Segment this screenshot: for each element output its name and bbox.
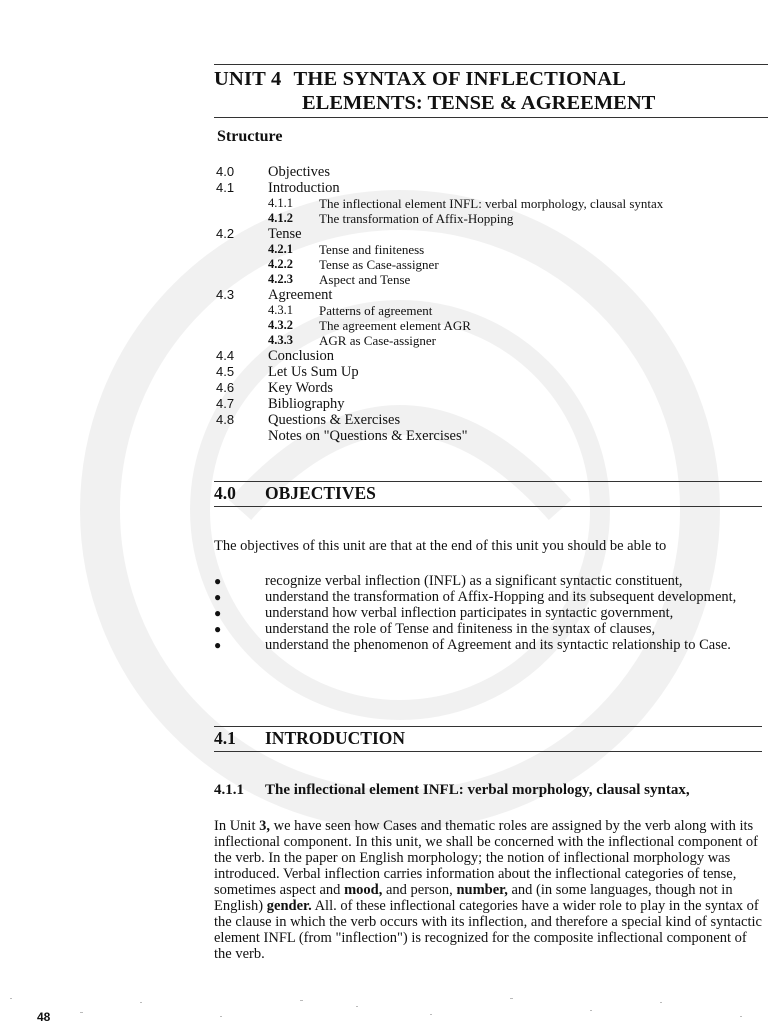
toc-number: 4.4	[216, 348, 235, 363]
toc-item	[216, 428, 756, 444]
toc-item	[216, 396, 756, 412]
section-title: INTRODUCTION	[265, 728, 406, 748]
introduction-heading	[214, 726, 762, 752]
toc-item	[216, 364, 756, 380]
toc-label: Key Words	[268, 380, 334, 396]
toc-number: 4.2.3	[268, 272, 293, 286]
list-item	[214, 589, 744, 605]
list-item-text: recognize verbal inflection (INFL) as a significant syntactic constituent,	[265, 573, 683, 589]
objectives-list	[214, 573, 744, 653]
list-item-text: understand how verbal inflection participates in syntactic government,	[265, 605, 674, 621]
toc-label: Tense and finiteness	[319, 242, 425, 257]
toc-item	[216, 272, 756, 287]
toc-number: 4.7	[216, 396, 235, 411]
toc-number: 4.2.1	[268, 242, 293, 256]
introduction-body	[214, 818, 762, 962]
toc-label: Aspect and Tense	[319, 272, 411, 287]
list-item-text: understand the role of Tense and finiteness in the syntax of clauses,	[265, 621, 656, 637]
body-paragraph	[214, 818, 762, 962]
toc-number: 4.5	[216, 364, 235, 379]
subsection-number: 4.1.1	[214, 782, 244, 798]
body-text: and (in some languages, though not in English)	[214, 882, 733, 914]
toc-number: 4.3.2	[268, 318, 293, 332]
list-item	[214, 605, 744, 621]
toc-label: The inflectional element INFL: verbal morphology, clausal syntax	[319, 196, 664, 211]
unit-title	[214, 64, 768, 118]
list-item-text: understand the phenomenon of Agreement and its syntactic relationship to Case.	[265, 637, 731, 653]
toc-item	[216, 257, 756, 272]
toc-number: 4.3	[216, 287, 235, 302]
toc-number: 4.1.1	[268, 196, 293, 210]
toc-number: 4.1.2	[268, 211, 293, 225]
toc-item	[216, 211, 756, 226]
toc-label: Objectives	[268, 164, 331, 180]
toc-number: 4.8	[216, 412, 235, 427]
toc-item	[216, 242, 756, 257]
unit-number: UNIT 4	[214, 68, 282, 90]
objectives-heading	[214, 481, 762, 507]
toc-label: Let Us Sum Up	[268, 364, 359, 380]
body-text: In Unit	[214, 818, 260, 834]
section-number: 4.0	[214, 483, 236, 503]
toc-item	[216, 333, 756, 348]
page-number: 48	[37, 1010, 51, 1024]
toc-number: 4.1	[216, 180, 235, 195]
toc-item	[216, 380, 756, 396]
list-item	[214, 573, 744, 589]
toc-number: 4.3.3	[268, 333, 293, 347]
toc-label: Tense	[268, 226, 302, 242]
toc-label: Patterns of agreement	[319, 303, 433, 318]
table-of-contents	[216, 164, 756, 444]
body-text: All. of these inflectional categories have a wider role to play in the syntax of the clause in which the verb occurs with its inflection, and therefore a special kind of syntactic element INFL (from "inflection") is recognized for the composite inflectional component of the verb.	[214, 898, 762, 962]
scan-noise	[0, 992, 768, 1024]
toc-item	[216, 412, 756, 428]
toc-item	[216, 348, 756, 364]
bullet-dot-icon: ●	[214, 638, 222, 652]
bullet-dot-icon: ●	[214, 590, 222, 604]
toc-label: Bibliography	[268, 396, 345, 412]
toc-label: Introduction	[268, 180, 340, 196]
list-item-text: understand the transformation of Affix-Hopping and its subsequent development,	[265, 589, 737, 605]
toc-item	[216, 303, 756, 318]
toc-label: Conclusion	[268, 348, 335, 364]
toc-item	[216, 287, 756, 303]
unit-title-line2: ELEMENTS: TENSE & AGREEMENT	[302, 92, 656, 114]
body-text: and person,	[382, 882, 457, 898]
toc-item	[216, 318, 756, 333]
toc-item	[216, 226, 756, 242]
body-text: we have seen how Cases and thematic roles are assigned by the verb along with its inflectional component. In this unit, we shall be concerned with the inflectional component of the verb. In the paper on English morphology; the notion of inflectional morphology was introduced. Verbal inflection carries information about the inflectional categories of tense, sometimes aspect and	[214, 818, 758, 898]
toc-label: The transformation of Affix-Hopping	[319, 211, 514, 226]
structure-heading: Structure	[217, 128, 283, 145]
title-rule	[214, 117, 768, 118]
body-bold: number,	[456, 882, 508, 898]
bullet-dot-icon: ●	[214, 574, 222, 588]
body-bold: 3,	[259, 818, 270, 834]
toc-item	[216, 164, 756, 180]
list-item	[214, 637, 744, 653]
toc-number: 4.2.2	[268, 257, 293, 271]
toc-label: AGR as Case-assigner	[319, 333, 436, 348]
toc-label: Notes on "Questions & Exercises"	[268, 428, 468, 444]
toc-label: Questions & Exercises	[268, 412, 401, 428]
toc-item	[216, 180, 756, 196]
toc-number: 4.0	[216, 164, 235, 179]
toc-label: Agreement	[268, 287, 333, 303]
section-title: OBJECTIVES	[265, 483, 376, 503]
list-item	[214, 621, 744, 637]
toc-number: 4.6	[216, 380, 235, 395]
objectives-intro: The objectives of this unit are that at the end of this unit you should be able to	[214, 538, 667, 554]
unit-title-line1: THE SYNTAX OF INFLECTIONAL	[293, 68, 627, 90]
toc-number: 4.3.1	[268, 303, 293, 317]
toc-item	[216, 196, 756, 211]
body-bold: mood,	[344, 882, 383, 898]
bullet-dot-icon: ●	[214, 622, 222, 636]
body-bold: gender.	[266, 898, 312, 914]
toc-label: The agreement element AGR	[319, 318, 471, 333]
subsection-title: The inflectional element INFL: verbal morphology, clausal syntax,	[265, 782, 690, 798]
section-number: 4.1	[214, 728, 236, 748]
toc-number: 4.2	[216, 226, 235, 241]
toc-label: Tense as Case-assigner	[319, 257, 439, 272]
bullet-dot-icon: ●	[214, 606, 222, 620]
